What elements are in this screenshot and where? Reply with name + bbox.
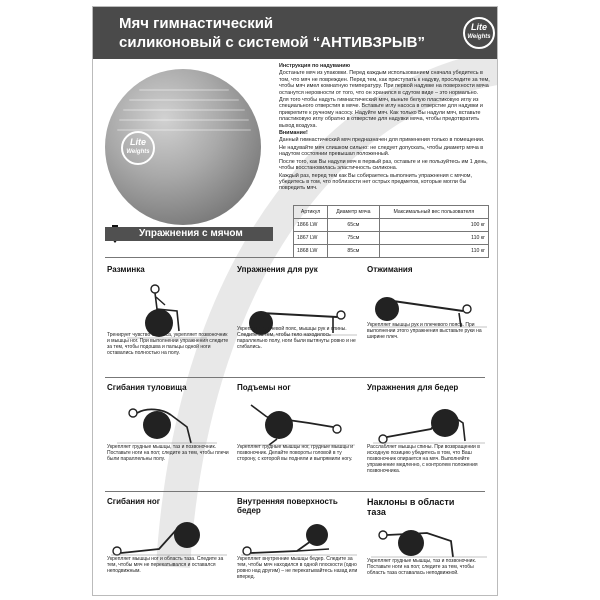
- spec-table-header: [294, 206, 489, 219]
- warning-heading: Внимание!: [279, 130, 308, 137]
- instructions-heading: Инструкция по надуванию: [279, 63, 351, 69]
- divider: [105, 491, 485, 492]
- divider: [105, 257, 485, 258]
- exercise-desc: Укрепляет мышцы ног и область таза. Следите за тем, чтобы мяч не перекатывался и оставался неподвижным.: [107, 556, 224, 574]
- spec-header-diameter: Диаметр мяча: [328, 206, 379, 219]
- instructions-p6: Каждый раз, перед тем как Вы собираетесь выполнить упражнения с мячом, убедитесь в том, что поблизости нет острых предметов, которые могли бы повредить мяч.: [279, 172, 472, 192]
- ball-logo: [121, 131, 155, 165]
- spec-table: [293, 205, 489, 258]
- ball-logo-text-2: Weights: [126, 149, 150, 155]
- spec-diameter: 65см: [328, 219, 379, 232]
- instruction-sheet: [92, 6, 498, 596]
- gym-ball-image: [105, 69, 261, 225]
- exercise-desc: Укрепляет мышцы рук и плечевого пояса. При выполнении этого упражнения выставьте руки на ширине плеч.: [367, 322, 482, 340]
- exercise-desc: Укрепляет внутренние мышцы бедер. Следите за тем, чтобы мяч находился в одной плоскости (одно ровно над другим) – не перекатывайтесь назад или вперед.: [237, 556, 358, 580]
- spec-header-article: Артикул: [294, 206, 328, 219]
- exercise-title: Сгибания туловища: [107, 383, 187, 392]
- brand-logo: [463, 17, 495, 49]
- table-row: [294, 219, 489, 232]
- instructions-p4: Не надувайте мяч слишком сильно: не следует допускать, чтобы диаметр мяча в надутом состоянии превышал положенный.: [279, 144, 484, 158]
- exercise-desc: Тренирует чувство баланса, укрепляет позвоночник и мышцы ног. При выполнении упражнения следите за тем, чтобы подошва и пальцы одной ноги оставались полностью на полу.: [107, 332, 229, 356]
- table-row: [294, 232, 489, 245]
- exercise-title: Внутренняя поверхность бедер: [237, 497, 338, 515]
- exercise-desc: Укрепляет грудные мышцы, таз и позвоночник. Поставьте ноги на пол; следите за тем, чтобы область таза оставалась неподвижной.: [367, 558, 477, 576]
- logo-text-2: Weights: [467, 34, 491, 40]
- spec-diameter: 75см: [328, 232, 379, 245]
- table-row: [294, 245, 489, 258]
- instructions-block: [279, 63, 493, 193]
- spec-header-max-weight: Максимальный вес пользователя: [379, 206, 488, 219]
- exercise-desc: Расслабляет мышцы спины. При возвращении в исходную позицию убедитесь в том, что Ваш позвоночник опирается на мяч. Выполняйте упражнение медленно, с контролем положения позвоночника.: [367, 444, 480, 474]
- exercise-desc: Укрепляет грудные мышцы ног, грудные мышцы и позвоночник. Делайте повороты головой в ту сторону, с которой вы подняли и выпрямили ногу.: [237, 444, 354, 462]
- instructions-p1: Достаньте мяч из упаковки. Перед каждым использованием сначала убедитесь в том, что мяч не поврежден. Перед тем, как приступать к надуву, проследите за тем, чтобы мяч имел комнатную температуру. При первой надувке на поверхности мяча останутся неровности от того, что он хранился в сдутом виде – это нормально.: [279, 70, 490, 96]
- spec-article: 1866 LW: [294, 219, 328, 232]
- spec-article: 1868 LW: [294, 245, 328, 258]
- spec-max-weight: 110 кг: [379, 232, 488, 245]
- spec-max-weight: 100 кг: [379, 219, 488, 232]
- divider: [105, 377, 485, 378]
- exercise-title: Упражнения для рук: [237, 265, 318, 274]
- header-banner: [93, 7, 497, 59]
- exercise-title: Подъемы ног: [237, 383, 291, 392]
- exercises-banner: Упражнения с мячом: [105, 227, 273, 241]
- spec-diameter: 85см: [328, 245, 379, 258]
- exercise-desc: Укрепляет грудные мышцы, таз и позвоночник. Поставьте ноги на пол; следите за тем, чтобы плечи были параллельны полу.: [107, 444, 229, 462]
- instructions-p5: После того, как Вы надули мяч в первый раз, оставьте и не пользуйтесь им 1 день, чтобы восстановилась эластичность силикона.: [279, 158, 488, 172]
- instructions-p3: Данный гимнастический мяч предназначен для применения только в помещении.: [279, 137, 485, 144]
- exercise-title: Отжимания: [367, 265, 413, 274]
- ball-logo-text-1: Lite: [129, 137, 146, 147]
- page-title-line2: силиконовый с системой “АНТИВЗРЫВ”: [119, 34, 425, 51]
- exercise-title: Наклоны в области таза: [367, 497, 455, 517]
- exercise-title: Сгибания ног: [107, 497, 161, 506]
- spec-article: 1867 LW: [294, 232, 328, 245]
- exercise-title: Разминка: [107, 265, 145, 274]
- page-title-line1: Мяч гимнастический: [119, 15, 274, 32]
- exercise-desc: Укрепляет плечевой пояс, мышцы рук и спины. Следите за тем, чтобы тело находилось параллельно полу, ноги были вытянуты ровно и не сгибались.: [237, 326, 356, 350]
- logo-text-1: Lite: [470, 22, 487, 32]
- exercise-title: Упражнения для бедер: [367, 383, 459, 392]
- instructions-p2: Для того чтобы надуть гимнастический мяч, выньте белую пластиковую иглу из специального отверстия в мяче. Вставьте иглу насоса в отверстие для надувки и прикрепите к ручному насосу. Надуйте мяч. Как только Вы надули мяч, вставьте пластиковую иглу обратно в отверстие для надувки мяча, чтобы предотвратить выход воздуха.: [279, 97, 483, 129]
- spec-max-weight: 110 кг: [379, 245, 488, 258]
